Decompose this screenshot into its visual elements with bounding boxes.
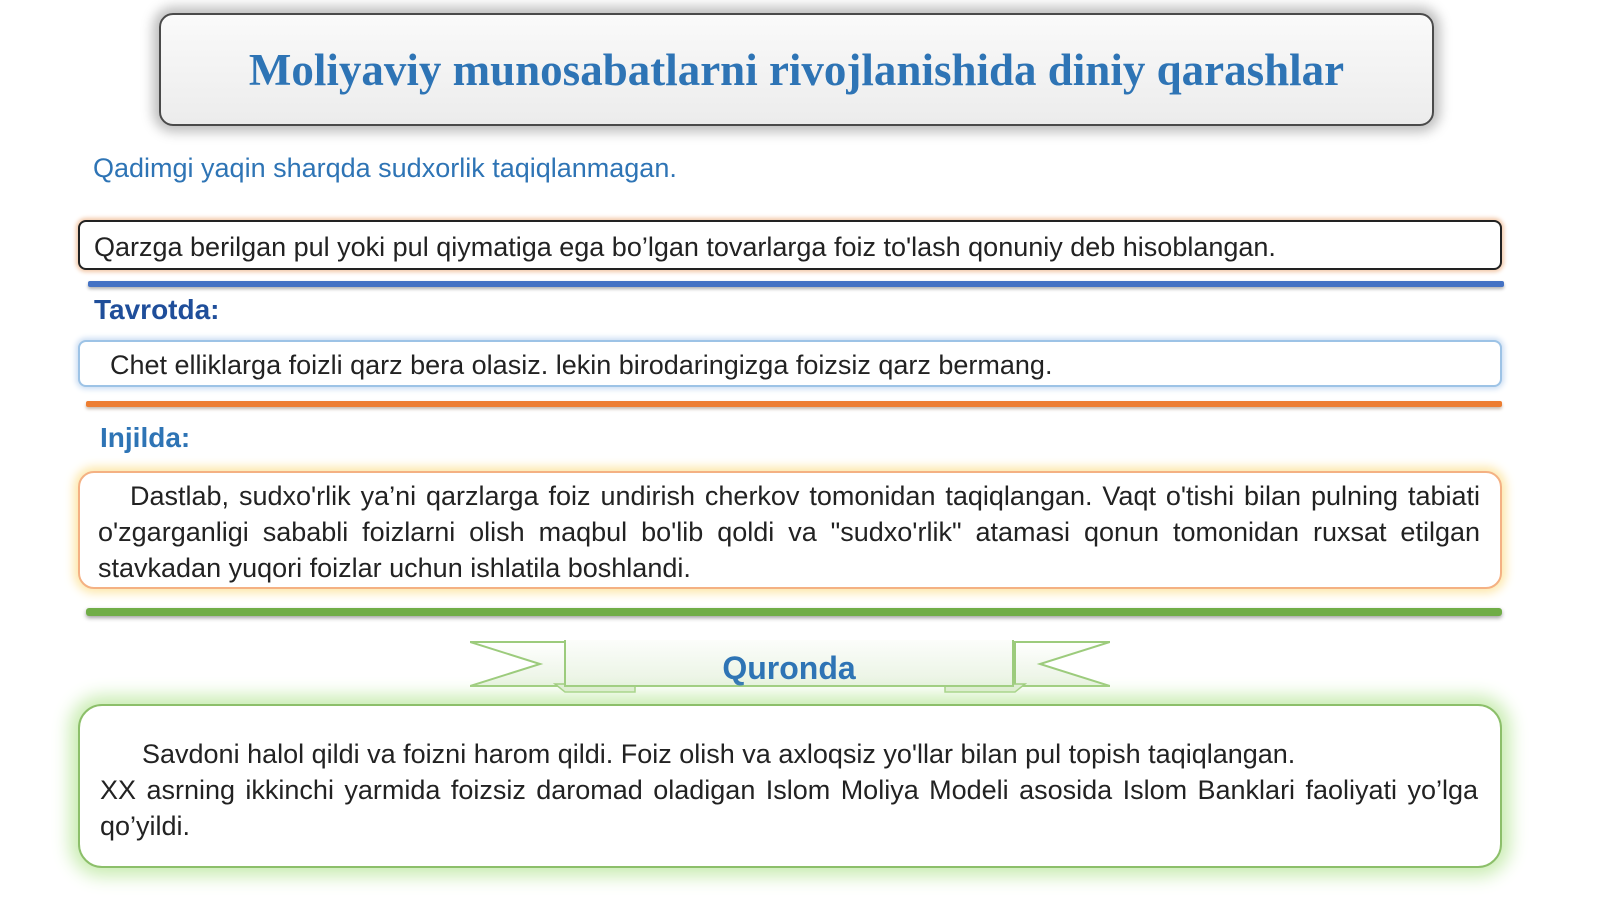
injil-box: Dastlab, sudxo'rlik ya’ni qarzlarga foiz undirish cherkov tomonidan taqiqlangan. Vaqt o'tishi bilan pulning tabiati o'zgarganligi sababli foizlarni olish maqbul bo'lib qoldi va "sudxo'rlik" atamasi qonun tomonidan ruxsat etilgan stavkadan yuqori foizlar uchun ishlatila boshlandi.: [78, 471, 1502, 589]
page-title: Moliyaviy munosabatlarni rivojlanishida diniy qarashlar: [248, 44, 1345, 95]
quron-paragraph-1: Savdoni halol qildi va foizni harom qildi. Foiz olish va axloqsiz yo'llar bilan pul topish taqiqlangan.: [142, 739, 1296, 769]
ribbon-right-tail: [1015, 642, 1110, 686]
ribbon-left-tail: [470, 642, 565, 686]
quron-paragraph-2: XX asrning ikkinchi yarmida foizsiz daromad oladigan Islom Moliya Modeli asosida Islom Banklari faoliyati yo’lga qo’yildi.: [100, 775, 1478, 841]
tavrot-heading: Tavrotda:: [94, 294, 220, 325]
quron-heading: Quronda: [722, 650, 856, 686]
divider-blue: [88, 281, 1504, 287]
quron-box: [78, 704, 1502, 868]
intro-text: Qadimgi yaqin sharqda sudxorlik taqiqlanmagan.: [93, 153, 677, 183]
divider-green: [86, 608, 1502, 616]
title-box: [159, 13, 1434, 126]
loan-interest-box: Qarzga berilgan pul yoki pul qiymatiga ega bo’lgan tovarlarga foiz to'lash qonuniy deb hisoblangan.: [78, 220, 1502, 270]
injil-heading: Injilda:: [100, 422, 191, 453]
divider-orange: [86, 401, 1502, 407]
tavrot-box: Chet elliklarga foizli qarz bera olasiz. lekin birodaringizga foizsiz qarz bermang.: [78, 340, 1502, 387]
